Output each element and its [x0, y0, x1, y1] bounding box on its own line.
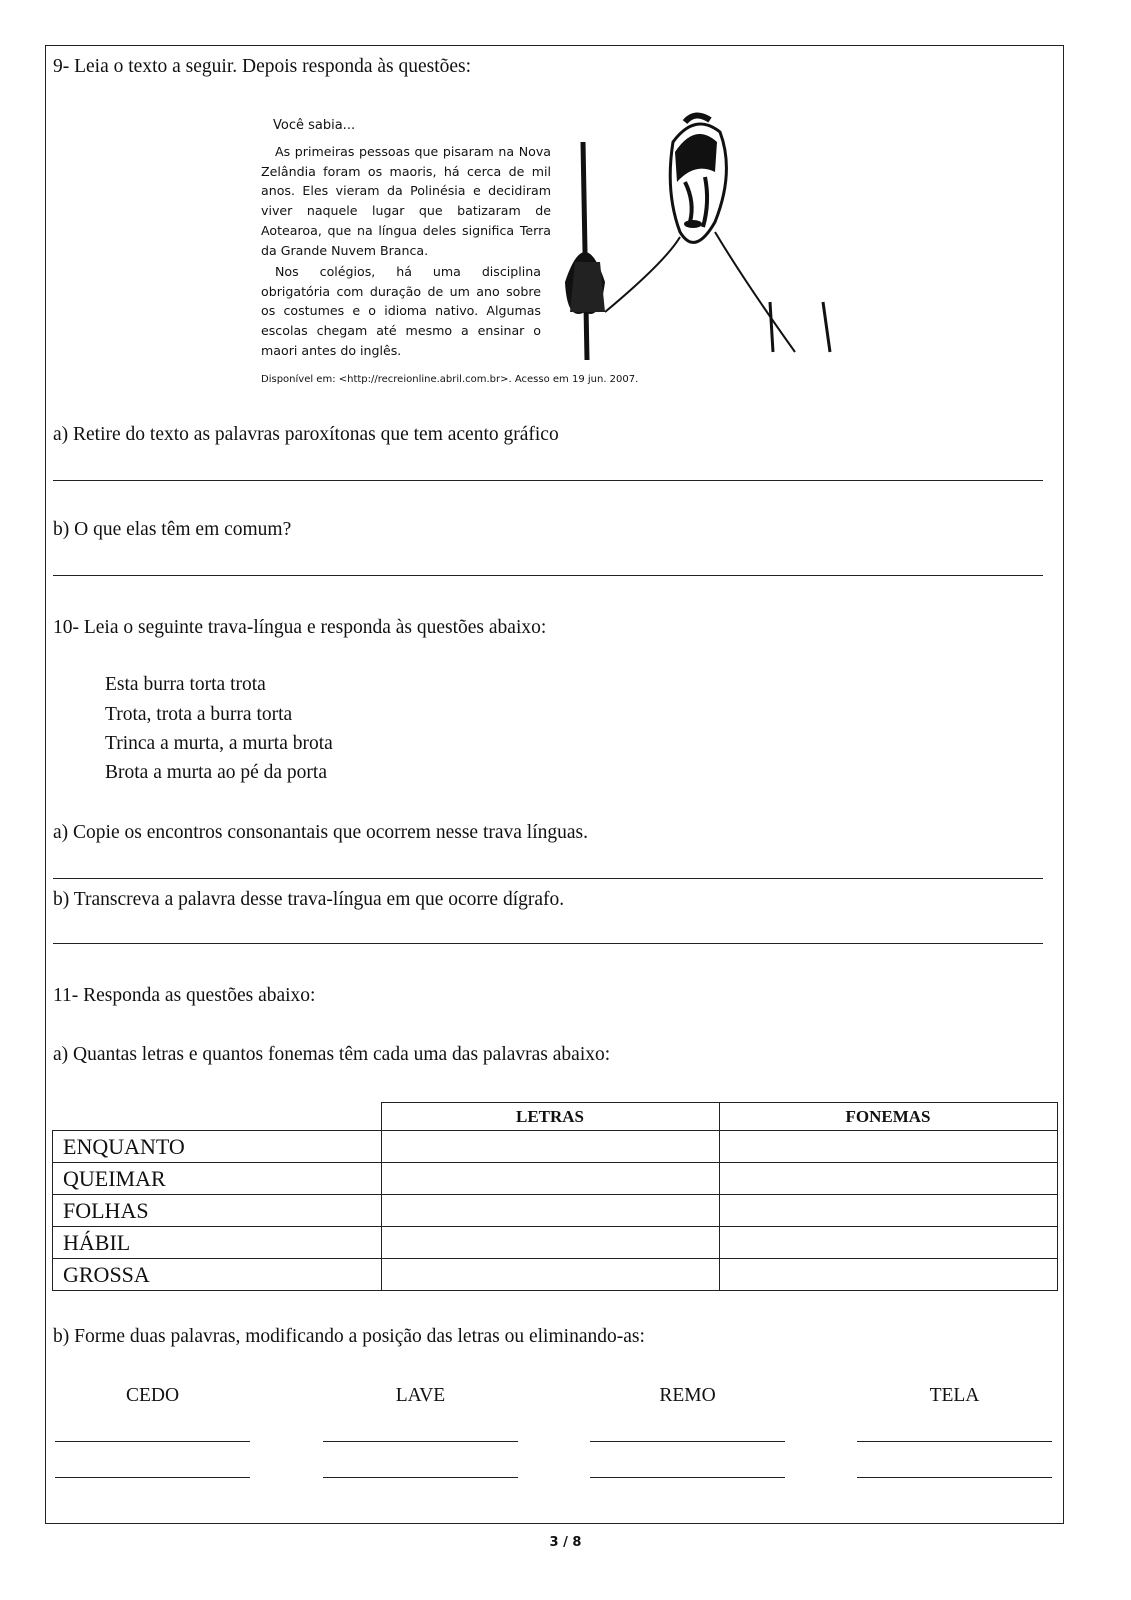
answer-blank[interactable]: [323, 1477, 518, 1478]
poem-line: Trinca a murta, a murta brota: [105, 733, 333, 754]
figure-source: Disponível em: <http://recreionline.abril.com.br>. Acesso em 19 jun. 2007.: [261, 374, 639, 385]
q11-a-prompt: a) Quantas letras e quantos fonemas têm cada uma das palavras abaixo:: [53, 1044, 611, 1065]
poem-line: Brota a murta ao pé da porta: [105, 762, 327, 783]
q11-heading: 11- Responda as questões abaixo:: [53, 985, 316, 1006]
q10-heading: 10- Leia o seguinte trava-língua e responda às questões abaixo:: [53, 617, 547, 638]
letras-cell[interactable]: [381, 1259, 719, 1291]
word-cell: ENQUANTO: [53, 1131, 382, 1163]
answer-blank[interactable]: [55, 1441, 250, 1442]
q9-heading: 9- Leia o texto a seguir. Depois responda às questões:: [53, 56, 472, 77]
page-number: 3 / 8: [549, 1535, 582, 1550]
voce-sabia-figure: [255, 112, 845, 397]
header-fonemas: FONEMAS: [719, 1103, 1057, 1131]
q10-b-prompt: b) Transcreva a palavra desse trava-língua em que ocorre dígrafo.: [53, 889, 565, 910]
q10-b-answer-line[interactable]: [53, 943, 1043, 944]
letras-cell[interactable]: [381, 1131, 719, 1163]
q9-b-answer-line[interactable]: [53, 575, 1043, 576]
figure-paragraph-1: As primeiras pessoas que pisaram na Nova Zelândia foram os maoris, há cerca de mil anos. Eles vieram da Polinésia e decidiram viver naquele lugar que batizaram de Aotearoa, que na língua deles significa Terra da Grande Nuvem Branca.: [261, 144, 551, 258]
answer-blank[interactable]: [857, 1477, 1052, 1478]
word-cell: QUEIMAR: [53, 1163, 382, 1195]
word-remo: REMO: [659, 1385, 716, 1406]
letters-phonemes-table: [52, 1102, 1058, 1291]
answer-blank[interactable]: [323, 1441, 518, 1442]
q10-a-answer-line[interactable]: [53, 878, 1043, 879]
poem-line: Trota, trota a burra torta: [105, 704, 293, 725]
figure-paragraph-2: Nos colégios, há uma disciplina obrigatória com duração de um ano sobre os costumes e o idioma nativo. Algumas escolas chegam até mesmo a ensinar o maori antes do inglês.: [261, 264, 541, 358]
fonemas-cell[interactable]: [719, 1163, 1057, 1195]
table-header-row: [53, 1103, 1058, 1131]
word-cedo: CEDO: [125, 1385, 180, 1406]
table-row: [53, 1227, 1058, 1259]
q11-b-prompt: b) Forme duas palavras, modificando a posição das letras ou eliminando-as:: [53, 1326, 645, 1347]
fonemas-cell[interactable]: [719, 1131, 1057, 1163]
maori-warrior-illustration: [545, 112, 845, 362]
q10-a-prompt: a) Copie os encontros consonantais que ocorrem nesse trava línguas.: [53, 822, 589, 843]
table-row: [53, 1259, 1058, 1291]
fonemas-cell[interactable]: [719, 1259, 1057, 1291]
letras-cell[interactable]: [381, 1227, 719, 1259]
answer-blank[interactable]: [590, 1477, 785, 1478]
word-cell: HÁBIL: [53, 1227, 382, 1259]
word-cell: FOLHAS: [53, 1195, 382, 1227]
q9-a-answer-line[interactable]: [53, 480, 1043, 481]
answer-blank[interactable]: [857, 1441, 1052, 1442]
letras-cell[interactable]: [381, 1163, 719, 1195]
letras-cell[interactable]: [381, 1195, 719, 1227]
fonemas-cell[interactable]: [719, 1195, 1057, 1227]
answer-blank[interactable]: [590, 1441, 785, 1442]
word-lave: LAVE: [395, 1385, 446, 1406]
word-cell: GROSSA: [53, 1259, 382, 1291]
word-tela: TELA: [929, 1385, 980, 1406]
header-letras: LETRAS: [381, 1103, 719, 1131]
table-row: [53, 1163, 1058, 1195]
table-row: [53, 1195, 1058, 1227]
answer-blank[interactable]: [55, 1477, 250, 1478]
poem-line: Esta burra torta trota: [105, 674, 266, 695]
q9-b-prompt: b) O que elas têm em comum?: [53, 519, 292, 540]
fonemas-cell[interactable]: [719, 1227, 1057, 1259]
figure-title: Você sabia...: [273, 118, 356, 133]
table-row: [53, 1131, 1058, 1163]
q9-a-prompt: a) Retire do texto as palavras paroxítonas que tem acento gráfico: [53, 424, 559, 445]
